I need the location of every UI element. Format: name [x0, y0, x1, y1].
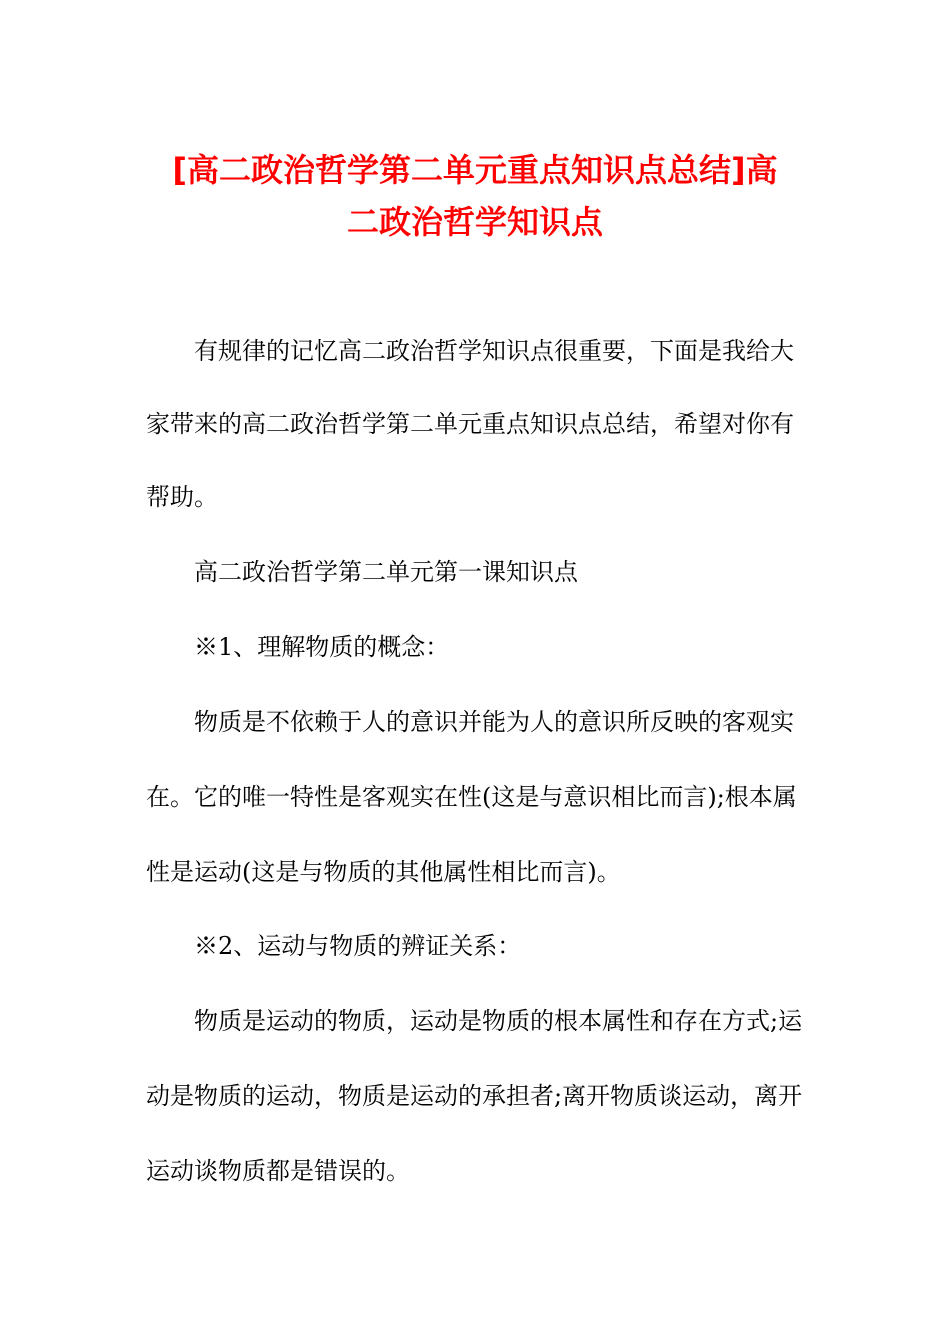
point-2-heading: ※2、运动与物质的辨证关系： [194, 932, 522, 960]
point-1-paragraph-line-2: 在。它的唯一特性是客观实在性(这是与意识相比而言);根本属 [146, 783, 797, 811]
intro-paragraph-line-1: 有规律的记忆高二政治哲学知识点很重要，下面是我给大 [194, 337, 794, 365]
point-1-heading: ※1、理解物质的概念： [194, 633, 450, 661]
point-1-paragraph-line-1: 物质是不依赖于人的意识并能为人的意识所反映的客观实 [194, 708, 794, 736]
point-2-paragraph-line-3: 运动谈物质都是错误的。 [146, 1157, 410, 1185]
section-heading: 高二政治哲学第二单元第一课知识点 [194, 558, 578, 586]
point-2-paragraph-line-2: 动是物质的运动，物质是运动的承担者;离开物质谈运动，离开 [146, 1082, 803, 1110]
point-1-paragraph-line-3: 性是运动(这是与物质的其他属性相比而言)。 [146, 858, 621, 886]
intro-paragraph-line-2: 家带来的高二政治哲学第二单元重点知识点总结，希望对你有 [146, 410, 794, 438]
document-title-line-1: [高二政治哲学第二单元重点知识点总结]高 [172, 151, 778, 189]
intro-paragraph-line-3: 帮助。 [146, 483, 218, 511]
point-2-paragraph-line-1: 物质是运动的物质，运动是物质的根本属性和存在方式;运 [194, 1007, 803, 1035]
document-title-line-2: 二政治哲学知识点 [346, 203, 603, 241]
